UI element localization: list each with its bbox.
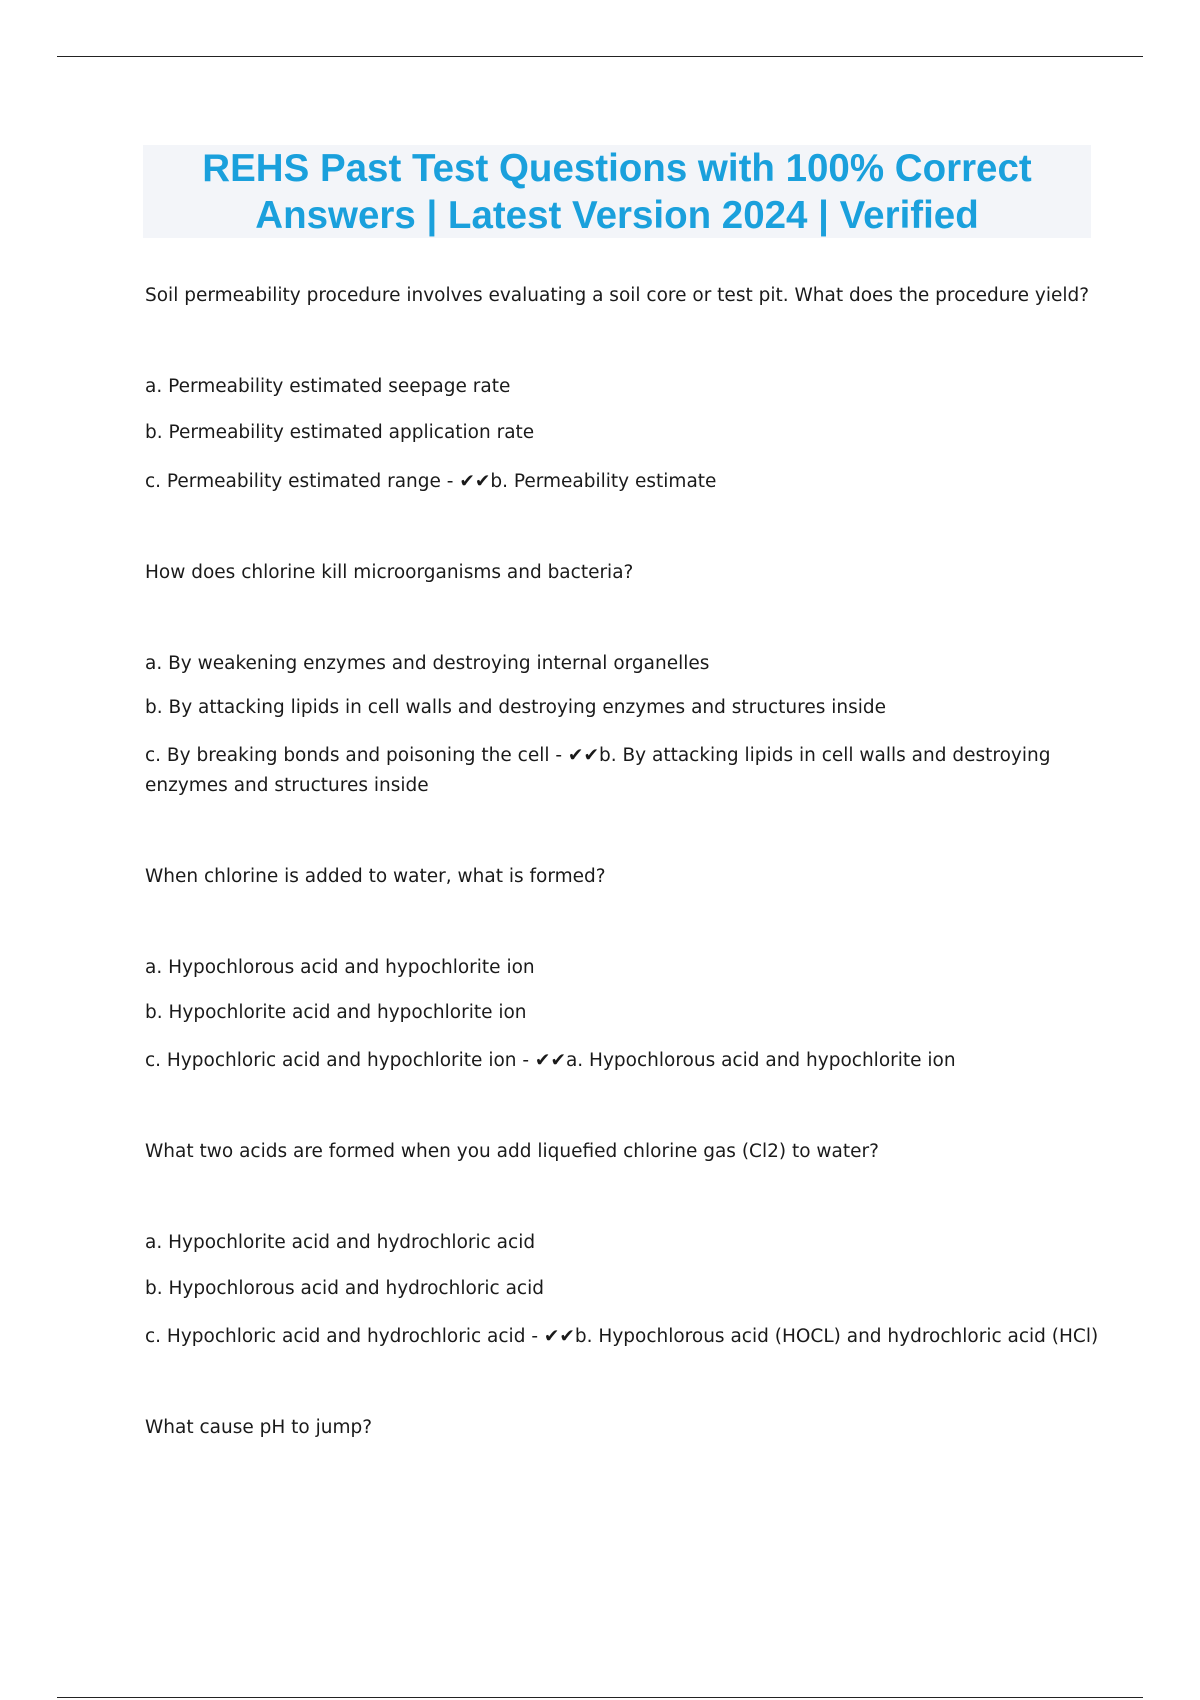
option-a: a. Hypochlorite acid and hydrochloric acid bbox=[145, 1232, 536, 1253]
document-title bbox=[202, 145, 1031, 239]
option-c-with-answer bbox=[145, 741, 1075, 801]
check-mark-separator: - ✔✔ bbox=[440, 471, 491, 492]
option-b: b. Hypochlorite acid and hypochlorite ion bbox=[145, 1002, 527, 1023]
option-a: a. By weakening enzymes and destroying internal organelles bbox=[145, 653, 710, 674]
correct-answer: b. By attacking lipids in cell walls and destroying enzymes and structures inside bbox=[145, 745, 1051, 796]
option-b: b. Hypochlorous acid and hydrochloric acid bbox=[145, 1278, 544, 1299]
option-c-with-answer bbox=[145, 467, 1075, 497]
option-c-with-answer bbox=[145, 1046, 1075, 1076]
title-banner bbox=[143, 145, 1091, 238]
question-text: When chlorine is added to water, what is formed? bbox=[145, 866, 606, 887]
check-mark-separator: - ✔✔ bbox=[549, 745, 599, 766]
correct-answer: a. Hypochlorous acid and hypochlorite ion bbox=[565, 1050, 956, 1071]
title-line-1: REHS Past Test Questions with 100% Correct bbox=[202, 146, 1032, 190]
option-c: c. By breaking bonds and poisoning the cell bbox=[145, 745, 550, 766]
option-c: c. Permeability estimated range bbox=[145, 471, 441, 492]
option-a: a. Hypochlorous acid and hypochlorite ion bbox=[145, 957, 535, 978]
question-text: What two acids are formed when you add liquefied chlorine gas (Cl2) to water? bbox=[145, 1141, 879, 1162]
footer-rule bbox=[57, 1697, 1143, 1698]
option-c: c. Hypochloric acid and hydrochloric acid bbox=[145, 1326, 526, 1347]
correct-answer: b. Permeability estimate bbox=[490, 471, 717, 492]
title-line-2: Answers | Latest Version 2024 | Verified bbox=[255, 193, 979, 237]
check-mark-separator: - ✔✔ bbox=[516, 1050, 566, 1071]
option-c-with-answer bbox=[145, 1322, 1099, 1352]
option-b: b. Permeability estimated application rate bbox=[145, 422, 535, 443]
question-text: Soil permeability procedure involves evaluating a soil core or test pit. What does the procedure yield? bbox=[145, 285, 1090, 306]
option-a: a. Permeability estimated seepage rate bbox=[145, 376, 511, 397]
option-b: b. By attacking lipids in cell walls and destroying enzymes and structures inside bbox=[145, 697, 887, 718]
question-text: How does chlorine kill microorganisms and bacteria? bbox=[145, 562, 634, 583]
question-text: What cause pH to jump? bbox=[145, 1417, 373, 1438]
check-mark-separator: - ✔✔ bbox=[525, 1326, 575, 1347]
correct-answer: b. Hypochlorous acid (HOCL) and hydrochloric acid (HCl) bbox=[574, 1326, 1099, 1347]
header-rule bbox=[57, 56, 1143, 57]
option-c: c. Hypochloric acid and hypochlorite ion bbox=[145, 1050, 517, 1071]
